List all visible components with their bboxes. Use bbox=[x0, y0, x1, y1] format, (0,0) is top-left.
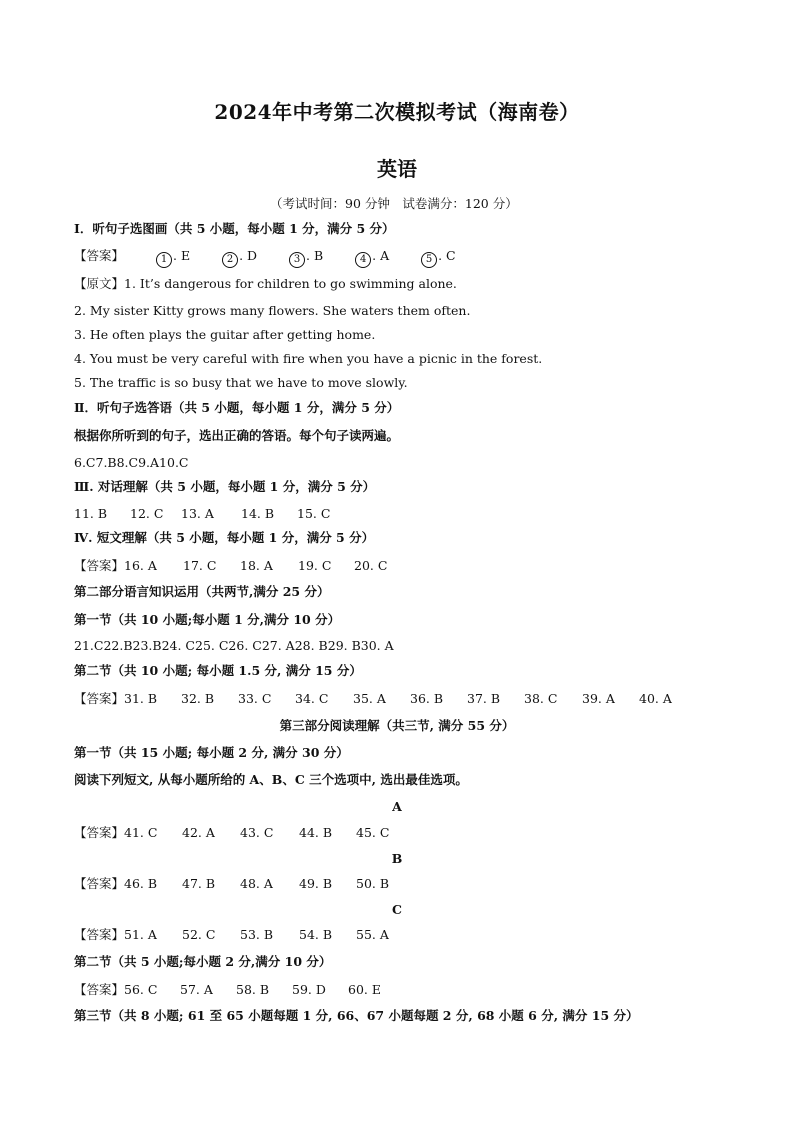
answer-value: 19. C bbox=[298, 558, 332, 573]
part3-heading: 第三部分阅读理解（共三节, 满分 55 分） bbox=[279, 718, 515, 733]
answer-value: 44. B bbox=[299, 825, 333, 840]
answer-value: 15. C bbox=[297, 506, 331, 521]
circled-number: 2 bbox=[222, 252, 238, 268]
original-label: 【原文】 bbox=[74, 276, 125, 291]
answer-value: 45. C bbox=[356, 825, 390, 840]
answer-value: 18. A bbox=[240, 558, 273, 573]
sec1-heading: Ⅰ．听句子选图画（共 5 小题，每小题 1 分，满分 5 分） bbox=[74, 221, 395, 236]
answer-label: 【答案】 bbox=[74, 927, 125, 942]
page-title: 2024年中考第二次模拟考试（海南卷） bbox=[214, 100, 580, 124]
answer-value: 42. A bbox=[182, 825, 215, 840]
answer-value: 46. B bbox=[124, 876, 158, 891]
answer-item bbox=[355, 248, 389, 268]
answer-item bbox=[421, 248, 456, 268]
answer-value: 36. B bbox=[410, 691, 444, 706]
answer-value: . A bbox=[372, 248, 390, 263]
circled-number: 5 bbox=[421, 252, 437, 268]
answer-value: 33. C bbox=[238, 691, 272, 706]
answer-item bbox=[222, 248, 257, 268]
answer-value: . B bbox=[306, 248, 324, 263]
passage-letter-c: C bbox=[392, 902, 402, 917]
sec4-answer-row bbox=[74, 558, 387, 574]
circled-number: 4 bbox=[355, 252, 371, 268]
answer-value: 56. C bbox=[124, 982, 158, 997]
passage-a-answer-row bbox=[74, 825, 389, 841]
answer-value: 13. A bbox=[181, 506, 214, 521]
part3-s1-instruction: 阅读下列短文, 从每小题所给的 A、B、C 三个选项中, 选出最佳选项。 bbox=[74, 772, 468, 787]
answer-value: 48. A bbox=[240, 876, 273, 891]
answer-label: 【答案】 bbox=[74, 558, 125, 573]
passage-b-answer-row bbox=[74, 876, 389, 892]
part2-s1-heading: 第一节（共 10 小题;每小题 1 分,满分 10 分） bbox=[74, 612, 341, 627]
answer-value: 49. B bbox=[299, 876, 333, 891]
answer-value: 51. A bbox=[124, 927, 157, 942]
sec3-answer-row bbox=[74, 506, 330, 522]
part3-s1-heading: 第一节（共 15 小题; 每小题 2 分, 满分 30 分） bbox=[74, 745, 349, 760]
part2-s2-heading: 第二节（共 10 小题; 每小题 1.5 分, 满分 15 分） bbox=[74, 663, 362, 678]
sec2-answers: 6.C7.B8.C9.A10.C bbox=[74, 455, 189, 470]
passage-letter-b: B bbox=[391, 851, 403, 866]
answer-label: 【答案】 bbox=[74, 691, 125, 706]
passage-letter-a: A bbox=[392, 799, 402, 814]
answer-value: 55. A bbox=[356, 927, 389, 942]
answer-value: . D bbox=[239, 248, 258, 263]
answer-value: 11. B bbox=[74, 506, 108, 521]
transcript-sentence: 3. He often plays the guitar after getting home. bbox=[74, 327, 376, 342]
answer-label: 【答案】 bbox=[74, 248, 125, 263]
transcript-sentence: 2. My sister Kitty grows many flowers. She waters them often. bbox=[74, 303, 471, 318]
answer-value: 14. B bbox=[241, 506, 275, 521]
answer-value: 41. C bbox=[124, 825, 158, 840]
answer-item bbox=[289, 248, 323, 268]
answer-value: 60. E bbox=[348, 982, 381, 997]
passage-c-answer-row bbox=[74, 927, 389, 943]
part3-s2-answer-row bbox=[74, 982, 381, 998]
answer-value: 35. A bbox=[353, 691, 386, 706]
answer-value: 32. B bbox=[181, 691, 215, 706]
sec2-instruction: 根据你所听到的句子，选出正确的答语。每个句子读两遍。 bbox=[74, 428, 400, 443]
part3-s3-heading: 第三节（共 8 小题; 61 至 65 小题每题 1 分, 66、67 小题每题 2 分, 68 小题 6 分, 满分 15 分） bbox=[74, 1008, 639, 1023]
sec1-answer-row bbox=[74, 248, 456, 268]
sec3-heading: Ⅲ. 对话理解（共 5 小题，每小题 1 分，满分 5 分） bbox=[74, 479, 376, 494]
answer-value: 37. B bbox=[467, 691, 501, 706]
answer-value: 54. B bbox=[299, 927, 333, 942]
answer-value: 53. B bbox=[240, 927, 274, 942]
answer-value: 58. B bbox=[236, 982, 270, 997]
answer-value: 39. A bbox=[582, 691, 615, 706]
answer-value: 43. C bbox=[240, 825, 274, 840]
answer-value: . E bbox=[173, 248, 191, 263]
sec4-heading: Ⅳ. 短文理解（共 5 小题，每小题 1 分，满分 5 分） bbox=[74, 530, 375, 545]
answer-value: 20. C bbox=[354, 558, 388, 573]
answer-value: 16. A bbox=[124, 558, 157, 573]
exam-meta: （考试时间：90 分钟 试卷满分：120 分） bbox=[270, 196, 518, 211]
answer-value: 50. B bbox=[356, 876, 390, 891]
answer-value: 38. C bbox=[524, 691, 558, 706]
answer-label: 【答案】 bbox=[74, 982, 125, 997]
circled-number: 1 bbox=[156, 252, 172, 268]
part2-s1-answers: 21.C22.B23.B24. C25. C26. C27. A28. B29. B30. A bbox=[74, 638, 394, 653]
answer-label: 【答案】 bbox=[74, 876, 125, 891]
answer-value: 47. B bbox=[182, 876, 216, 891]
answer-item bbox=[156, 248, 190, 268]
answer-value: 52. C bbox=[182, 927, 216, 942]
circled-number: 3 bbox=[289, 252, 305, 268]
transcript-sentence: 4. You must be very careful with fire when you have a picnic in the forest. bbox=[74, 351, 543, 366]
transcript-sentence: 5. The traffic is so busy that we have to move slowly. bbox=[74, 375, 408, 390]
answer-label: 【答案】 bbox=[74, 825, 125, 840]
answer-value: 12. C bbox=[130, 506, 164, 521]
answer-value: 34. C bbox=[295, 691, 329, 706]
answer-value: 59. D bbox=[292, 982, 326, 997]
answer-value: 40. A bbox=[639, 691, 672, 706]
part2-heading: 第二部分语言知识运用（共两节,满分 25 分） bbox=[74, 584, 330, 599]
original-text-line bbox=[74, 276, 457, 292]
sec2-heading: Ⅱ．听句子选答语（共 5 小题，每小题 1 分，满分 5 分） bbox=[74, 400, 400, 415]
answer-value: 17. C bbox=[183, 558, 217, 573]
answer-value: 31. B bbox=[124, 691, 158, 706]
answer-value: . C bbox=[438, 248, 456, 263]
answer-value: 57. A bbox=[180, 982, 213, 997]
transcript-sentence: 1. It’s dangerous for children to go swimming alone. bbox=[124, 276, 457, 291]
part3-s2-heading: 第二节（共 5 小题;每小题 2 分,满分 10 分） bbox=[74, 954, 332, 969]
subject-title: 英语 bbox=[377, 157, 417, 181]
part2-s2-answer-row bbox=[74, 691, 672, 707]
